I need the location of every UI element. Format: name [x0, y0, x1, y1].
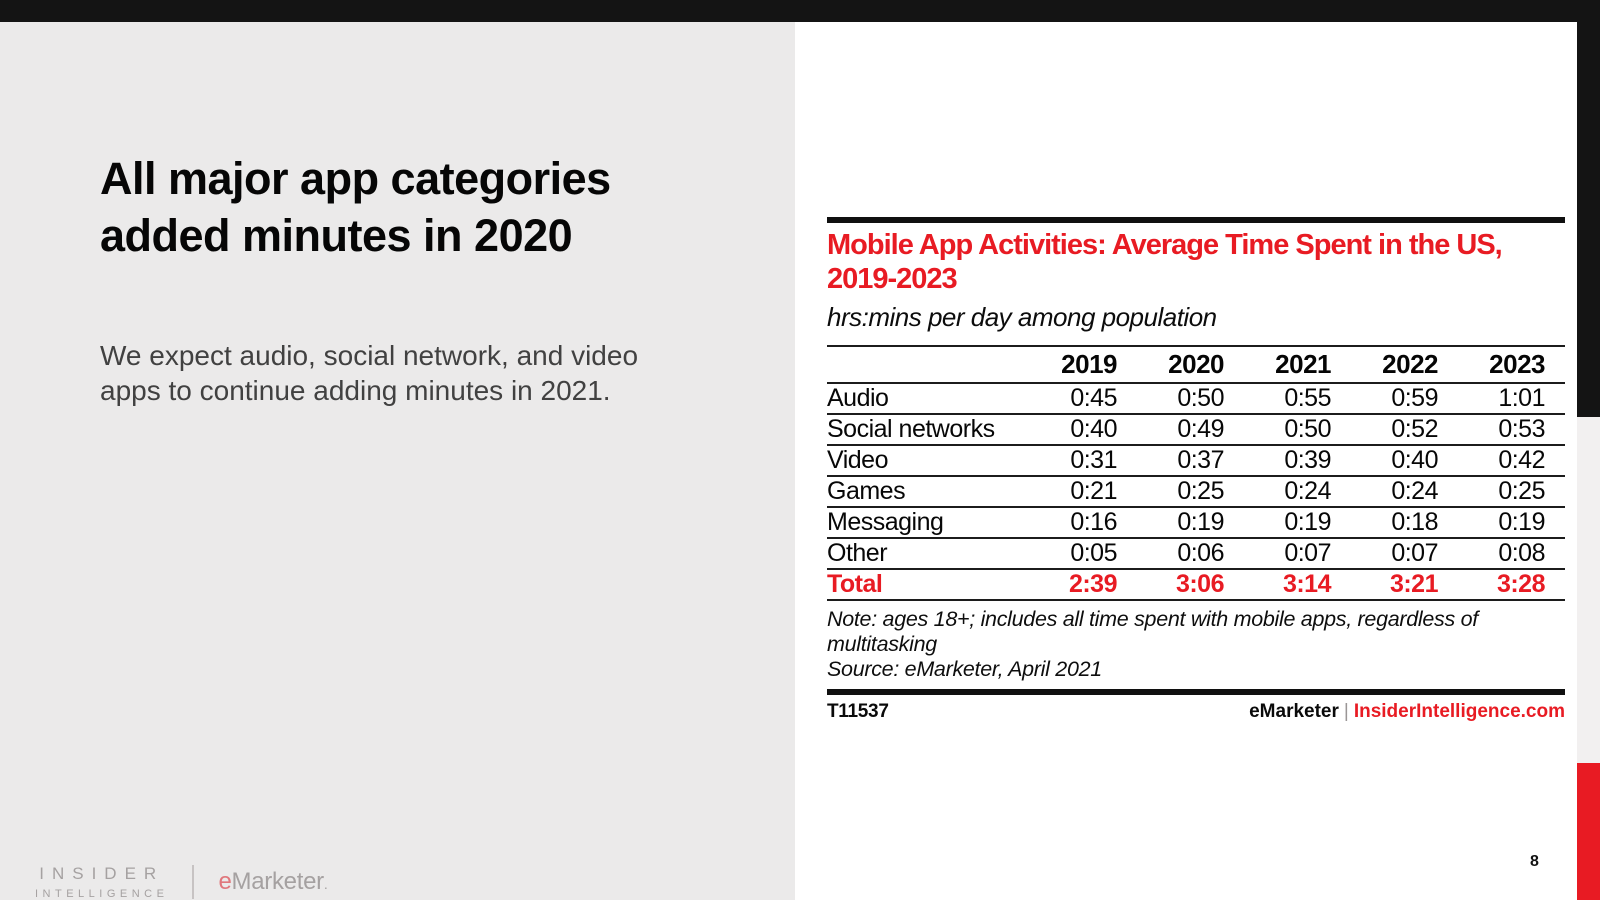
cell: 0:40	[1351, 445, 1458, 476]
cell: 0:19	[1137, 507, 1244, 538]
cell: 0:21	[1030, 476, 1137, 507]
chart	[827, 217, 1565, 723]
right-edge-black-strip	[1577, 0, 1600, 417]
slide-title	[100, 150, 740, 264]
cell: 0:52	[1351, 414, 1458, 445]
table-row-other	[827, 538, 1565, 569]
cell: 0:07	[1351, 538, 1458, 569]
emarketer-logo	[218, 868, 327, 896]
cell: 1:01	[1458, 383, 1565, 414]
cell: 0:08	[1458, 538, 1565, 569]
emarketer-logo-rest: Marketer	[231, 868, 324, 895]
cell: 0:24	[1351, 476, 1458, 507]
column-header-2021: 2021	[1244, 346, 1351, 383]
footer-emarketer-label: eMarketer	[1249, 701, 1339, 722]
cell: 0:49	[1137, 414, 1244, 445]
cell: 0:39	[1244, 445, 1351, 476]
row-label: Audio	[827, 383, 1030, 414]
page-number: 8	[1530, 853, 1539, 870]
column-header-2019: 2019	[1030, 346, 1137, 383]
row-label: Other	[827, 538, 1030, 569]
table-row-total	[827, 569, 1565, 600]
cell: 0:42	[1458, 445, 1565, 476]
column-header-2023: 2023	[1458, 346, 1565, 383]
data-table	[827, 345, 1565, 601]
cell: 0:16	[1030, 507, 1137, 538]
left-panel	[0, 22, 795, 900]
cell: 3:28	[1458, 569, 1565, 600]
column-header-2020: 2020	[1137, 346, 1244, 383]
cell: 0:19	[1458, 507, 1565, 538]
chart-note: Note: ages 18+; includes all time spent with mobile apps, regardless of multitasking	[827, 607, 1478, 656]
row-label: Social networks	[827, 414, 1030, 445]
row-label: Messaging	[827, 507, 1030, 538]
table-row-games	[827, 476, 1565, 507]
cell: 0:19	[1244, 507, 1351, 538]
right-edge-red-strip	[1577, 763, 1600, 900]
insider-logo-word: INSIDER	[39, 864, 165, 883]
intelligence-logo-word: INTELLIGENCE	[35, 888, 169, 900]
cell: 0:24	[1244, 476, 1351, 507]
slide-title-line1: All major app categories	[100, 153, 611, 204]
row-label: Video	[827, 445, 1030, 476]
chart-footer-brand	[1249, 701, 1565, 723]
insider-intelligence-link[interactable]: InsiderIntelligence.com	[1353, 701, 1565, 722]
footer-pipe-divider: |	[1343, 701, 1349, 722]
cell: 0:50	[1137, 383, 1244, 414]
emarketer-logo-e: e	[218, 868, 232, 895]
right-edge-gray-strip	[1577, 417, 1600, 763]
cell: 0:25	[1458, 476, 1565, 507]
slide-title-line2: added minutes in 2020	[100, 210, 573, 261]
cell: 0:07	[1244, 538, 1351, 569]
cell: 3:06	[1137, 569, 1244, 600]
cell: 0:37	[1137, 445, 1244, 476]
table-row-video	[827, 445, 1565, 476]
chart-id: T11537	[827, 701, 889, 722]
cell: 0:55	[1244, 383, 1351, 414]
insider-intelligence-logo	[35, 864, 168, 900]
cell: 0:06	[1137, 538, 1244, 569]
table-row-audio	[827, 383, 1565, 414]
emarketer-logo-dot: .	[323, 876, 328, 892]
column-header-2022: 2022	[1351, 346, 1458, 383]
brand-divider	[192, 865, 194, 899]
cell: 2:39	[1030, 569, 1137, 600]
cell: 0:05	[1030, 538, 1137, 569]
cell: 0:31	[1030, 445, 1137, 476]
row-label: Total	[827, 569, 1030, 600]
cell: 0:53	[1458, 414, 1565, 445]
chart-title: Mobile App Activities: Average Time Spent in the US, 2019-2023	[827, 229, 1502, 295]
table-row-social-networks	[827, 414, 1565, 445]
chart-source: Source: eMarketer, April 2021	[827, 657, 1102, 681]
cell: 0:25	[1137, 476, 1244, 507]
top-accent-bar	[0, 0, 1600, 22]
cell: 0:40	[1030, 414, 1137, 445]
cell: 0:59	[1351, 383, 1458, 414]
cell: 0:18	[1351, 507, 1458, 538]
table-row-messaging	[827, 507, 1565, 538]
table-header-row	[827, 346, 1565, 383]
chart-bottom-rule	[827, 689, 1565, 695]
column-header-blank	[827, 346, 1030, 383]
cell: 3:14	[1244, 569, 1351, 600]
brand-lockup	[35, 864, 327, 900]
cell: 0:50	[1244, 414, 1351, 445]
cell: 3:21	[1351, 569, 1458, 600]
row-label: Games	[827, 476, 1030, 507]
chart-panel	[795, 22, 1577, 900]
chart-footer	[827, 701, 1565, 723]
chart-subtitle: hrs:mins per day among population	[827, 302, 1217, 332]
cell: 0:45	[1030, 383, 1137, 414]
chart-top-rule	[827, 217, 1565, 223]
slide-body-text: We expect audio, social network, and video apps to continue adding minutes in 2021.	[100, 340, 639, 406]
